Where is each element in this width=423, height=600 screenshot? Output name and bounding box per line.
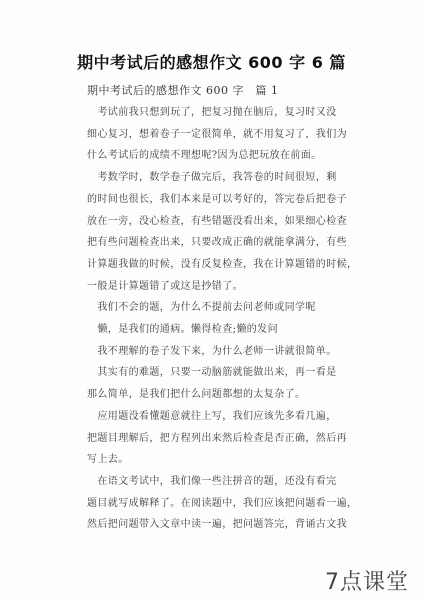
watermark-logo: 7点课堂	[325, 570, 409, 595]
body-line: 放在一旁，没心检查，有些错题没看出来，如果细心检查	[87, 215, 347, 227]
body-line: 细心复习，想着卷子一定很简单，就不用复习了，我们为	[87, 128, 347, 140]
body-line: 什么考试后的成绩不理想呢?因为总把玩放在前面。	[87, 150, 322, 162]
body-line: 计算题我做的时候，没有反复检查，我在计算题错的时候，	[87, 258, 358, 270]
body-line: 写上去。	[87, 454, 129, 466]
body-line: 然后把问题带入文章中读一遍，把问题答完，背诵古文我	[87, 519, 347, 531]
document-title: 期中考试后的感想作文 600 字 6 篇	[77, 53, 346, 72]
essay-subtitle: 期中考试后的感想作文 600 字 篇 1	[87, 84, 279, 97]
body-line: 其实有的难题，只要一动脑筋就能做出来，再一看是	[87, 367, 337, 379]
body-line: 懒，是我们的通病。懒得检查;懒的发问	[87, 324, 278, 336]
body-line: 的时间也很长，我们本来是可以考好的，答完卷后把卷子	[87, 193, 347, 205]
body-line: 应用题没看懂题意就往上写，我们应该先多看几遍，	[87, 410, 337, 422]
body-line: 我不理解的卷子发下来，为什么老师一讲就很简单。	[87, 345, 337, 357]
body-line: 考数学时，数学卷子做完后，我答卷的时间很短，剩	[87, 172, 337, 184]
body-line: 我们不会的题，为什么不提前去问老师或同学呢	[87, 302, 316, 314]
body-line: 一般是计算题错了或这是抄错了。	[87, 280, 243, 292]
body-line: 把有些问题检查出来，只要改成正确的就能拿满分，有些	[87, 237, 347, 249]
body-line: 题目就写成解释了。在阅读题中，我们应该把问题看一遍，	[87, 497, 358, 509]
essay-body	[87, 102, 359, 536]
body-line: 那么简单，是我们把什么问题都想的太复杂了。	[87, 389, 306, 401]
body-line: 把题目理解后，把方程列出来然后检查是否正确，然后再	[87, 432, 347, 444]
body-line: 在语文考试中，我们像一些注拼音的题，还没有看完	[87, 475, 337, 487]
body-line: 考试前我只想到玩了，把复习抛在脑后，复习时又没	[87, 107, 337, 118]
